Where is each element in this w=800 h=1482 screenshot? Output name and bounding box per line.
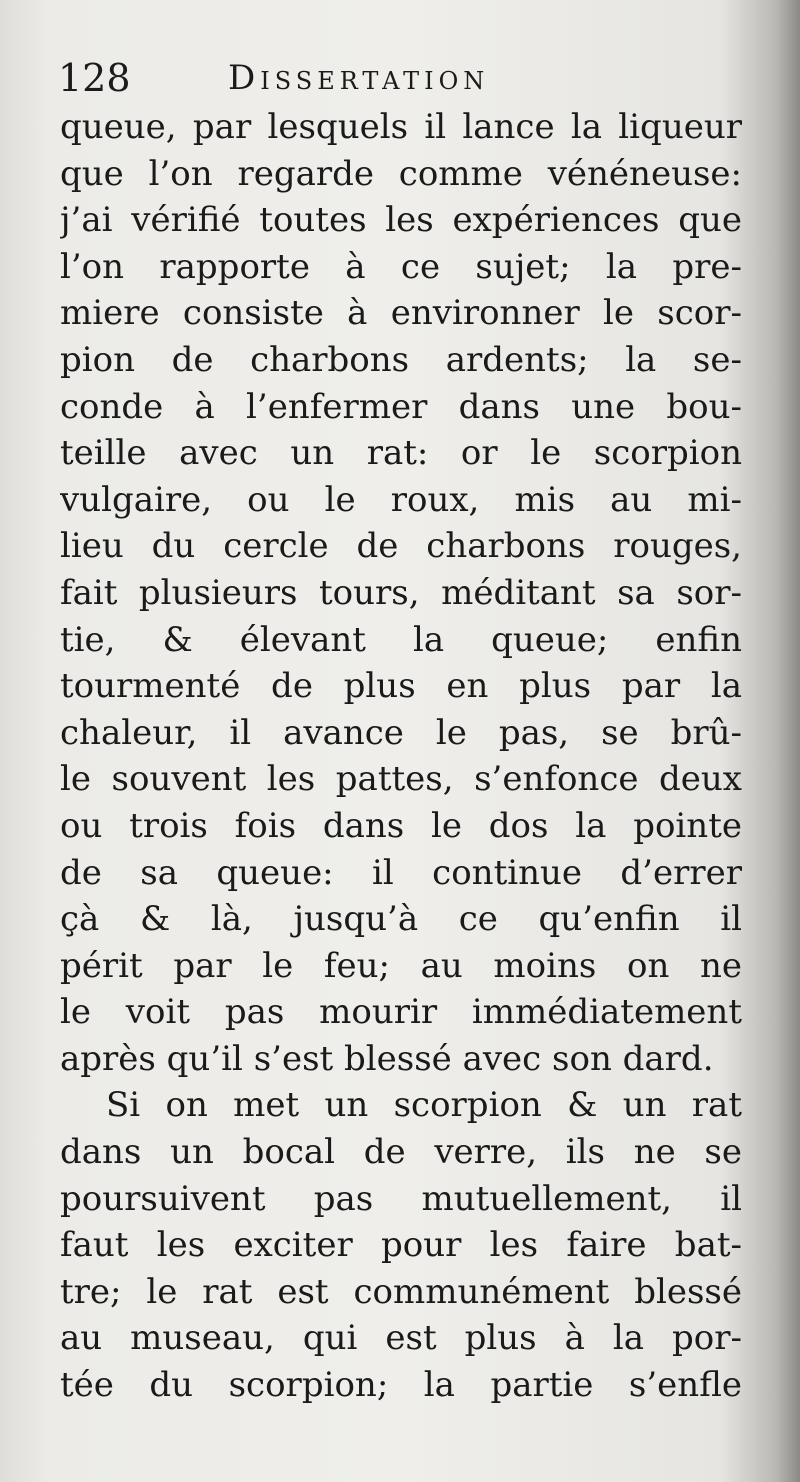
body-text [60, 104, 742, 1409]
text-line: çà & là, jusqu’à ce qu’enfin il [60, 899, 742, 940]
text-line: tie, & élevant la queue; enfin [60, 619, 742, 660]
text-line: lieu du cercle de charbons rouges, [60, 526, 742, 567]
page-header [58, 52, 758, 104]
text-line: fait plusieurs tours, méditant sa sor- [60, 572, 742, 613]
text-line: périt par le feu; au moins on ne [60, 945, 742, 986]
text-line: Si on met un scorpion & un rat [106, 1085, 742, 1126]
text-line: teille avec un rat: or le scorpion [60, 433, 742, 474]
running-title: Dissertation [228, 58, 490, 98]
text-line: miere consiste à environner le scor- [60, 293, 742, 334]
text-line: conde à l’enfermer dans une bou- [60, 386, 742, 427]
text-line: pion de charbons ardents; la se- [60, 339, 742, 380]
text-line: faut les exciter pour les faire bat- [60, 1225, 742, 1266]
page-number: 128 [58, 56, 131, 100]
text-line: le souvent les pattes, s’enfonce deux [60, 759, 742, 800]
text-line: tre; le rat est communément blessé [60, 1271, 742, 1312]
text-line: l’on rapporte à ce sujet; la pre- [60, 246, 742, 287]
text-line: tée du scorpion; la partie s’enfle [60, 1365, 742, 1406]
text-line: poursuivent pas mutuellement, il [60, 1178, 742, 1219]
text-line: chaleur, il avance le pas, se brû- [60, 712, 742, 753]
text-line: que l’on regarde comme vénéneuse: [60, 153, 742, 194]
text-line: le voit pas mourir immédiatement [60, 992, 742, 1033]
text-line: ou trois fois dans le dos la pointe [60, 805, 742, 846]
text-line: au museau, qui est plus à la por- [60, 1318, 742, 1359]
text-line: tourmenté de plus en plus par la [60, 666, 742, 707]
text-line: de sa queue: il continue d’errer [60, 852, 742, 893]
text-line: queue, par lesquels il lance la liqueur [60, 107, 742, 147]
text-line: après qu’il s’est blessé avec son dard. [60, 1038, 714, 1079]
text-line: j’ai vérifié toutes les expériences que [60, 200, 742, 241]
text-line: vulgaire, ou le roux, mis au mi- [60, 479, 742, 520]
text-line: dans un bocal de verre, ils ne se [60, 1132, 742, 1173]
